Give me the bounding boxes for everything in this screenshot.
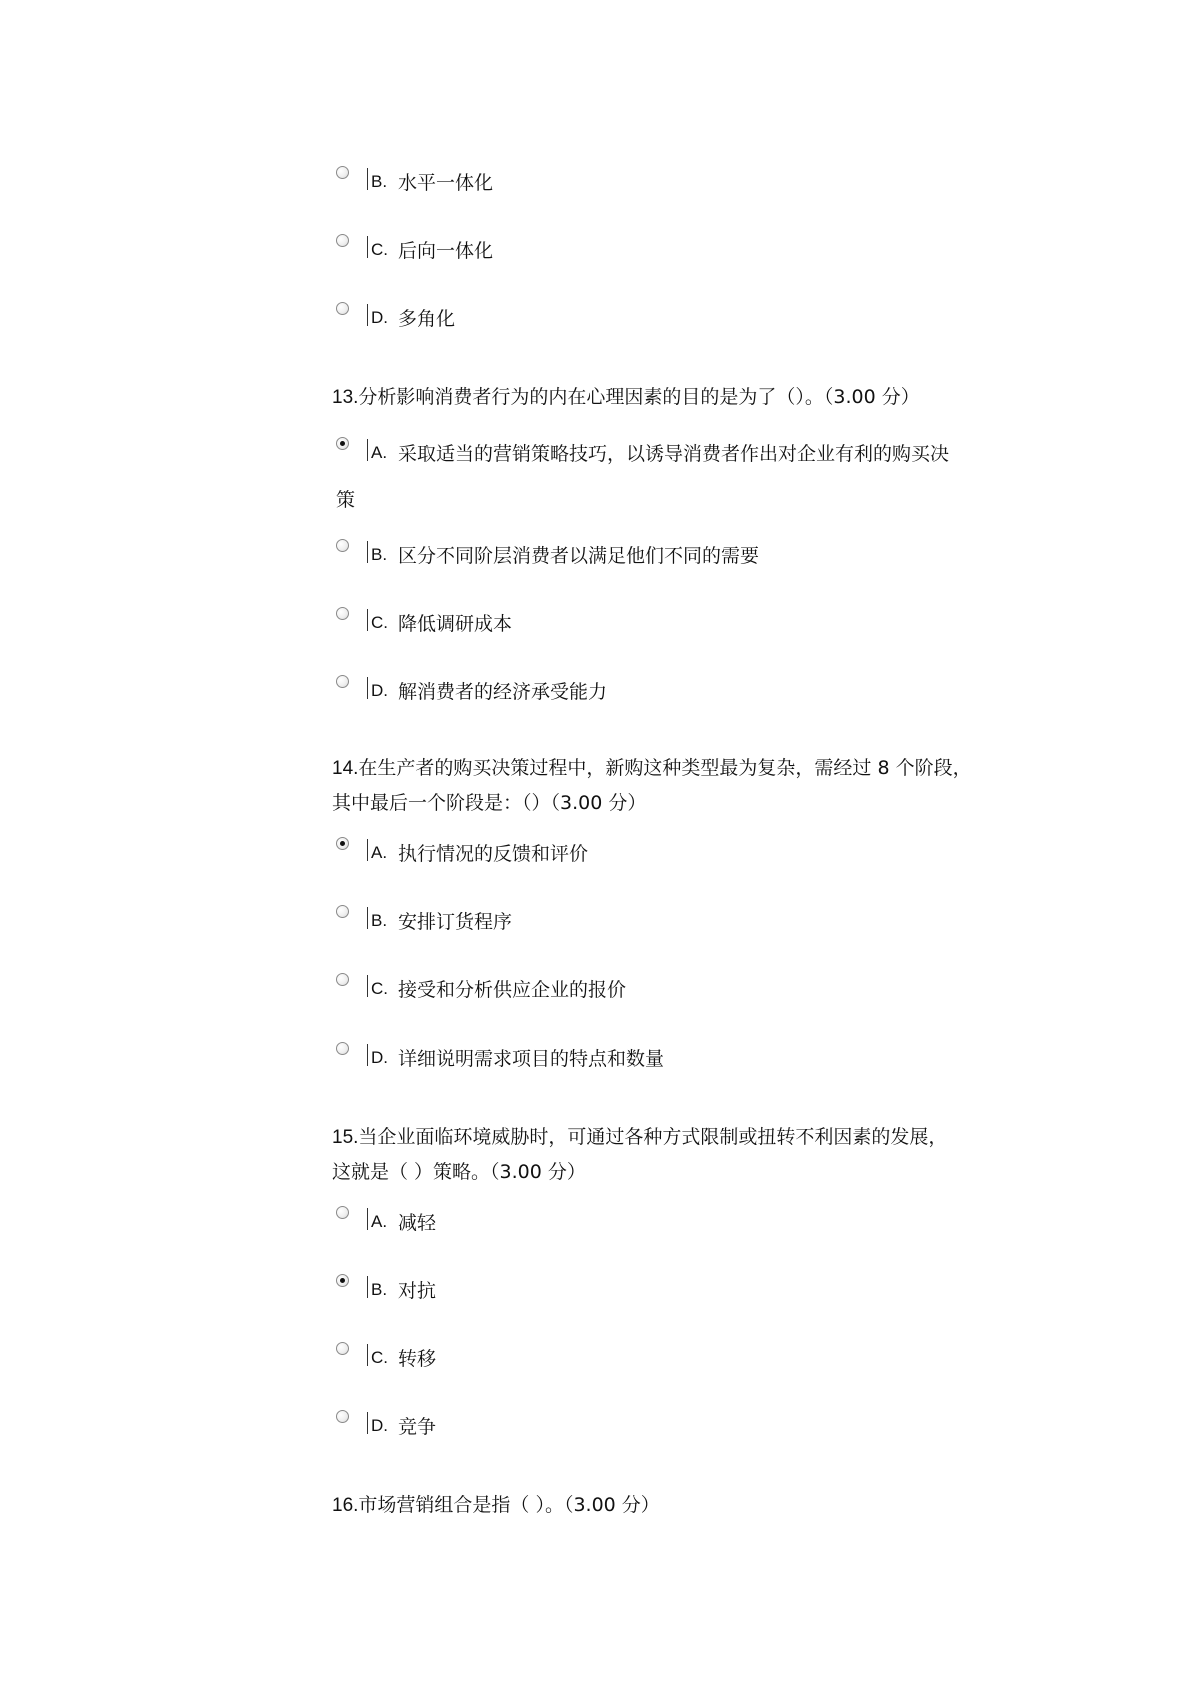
divider — [367, 1344, 368, 1366]
divider — [367, 439, 368, 461]
option-letter: A. — [371, 1212, 388, 1231]
radio-button[interactable] — [336, 166, 349, 179]
option-letter: B. — [371, 545, 388, 564]
radio-button[interactable] — [336, 302, 349, 315]
option-letter: C. — [371, 1348, 388, 1367]
divider — [367, 236, 368, 258]
option-text: 水平一体化 — [398, 172, 494, 194]
option-letter: C. — [371, 613, 388, 632]
divider — [367, 975, 368, 997]
question-text: 在生产者的购买决策过程中，新购这种类型最为复杂，需经过 8 个阶段， — [358, 757, 972, 779]
divider — [367, 1208, 368, 1230]
radio-button[interactable] — [336, 1206, 349, 1219]
divider — [367, 541, 368, 563]
option-text: 采取适当的营销策略技巧，以诱导消费者作出对企业有利的购买决 — [398, 443, 950, 465]
question-text: 当企业面临环境威胁时，可通过各种方式限制或扭转不利因素的发展， — [358, 1126, 948, 1148]
radio-button-selected[interactable] — [336, 1274, 349, 1287]
option-letter: C. — [371, 240, 388, 259]
option-text: 多角化 — [398, 308, 456, 330]
radio-button[interactable] — [336, 539, 349, 552]
option-text: 安排订货程序 — [398, 911, 513, 933]
radio-button[interactable] — [336, 675, 349, 688]
option-letter: B. — [371, 911, 388, 930]
divider — [367, 1044, 368, 1066]
radio-button[interactable] — [336, 1410, 349, 1423]
q16-title — [332, 1488, 660, 1523]
radio-button-selected[interactable] — [336, 837, 349, 850]
option-letter: D. — [371, 1416, 388, 1435]
option-text: 区分不同阶层消费者以满足他们不同的需要 — [398, 545, 760, 567]
option-text: 减轻 — [398, 1212, 437, 1234]
option-letter: A. — [371, 843, 388, 862]
divider — [367, 1276, 368, 1298]
option-text-wrap: 策 — [336, 489, 356, 511]
option-text: 竞争 — [398, 1416, 437, 1438]
question-text: 市场营销组合是指（ ）。（3.00 分） — [358, 1494, 660, 1516]
option-text: 执行情况的反馈和评价 — [398, 843, 589, 865]
q15-title — [332, 1120, 947, 1189]
question-text-line2: 这就是（ ）策略。（3.00 分） — [332, 1161, 586, 1183]
question-number: 14. — [332, 758, 359, 779]
option-text: 解消费者的经济承受能力 — [398, 681, 608, 703]
divider — [367, 304, 368, 326]
question-number: 15. — [332, 1127, 359, 1148]
question-text: 分析影响消费者行为的内在心理因素的目的是为了（）。（3.00 分） — [358, 386, 920, 408]
radio-button[interactable] — [336, 1342, 349, 1355]
question-text-line2: 其中最后一个阶段是：（）（3.00 分） — [332, 792, 647, 814]
option-text: 详细说明需求项目的特点和数量 — [398, 1048, 665, 1070]
radio-button[interactable] — [336, 234, 349, 247]
option-letter: D. — [371, 681, 388, 700]
option-text: 转移 — [398, 1348, 437, 1370]
option-letter: D. — [371, 1048, 388, 1067]
q13-title — [332, 380, 920, 415]
radio-button[interactable] — [336, 905, 349, 918]
radio-button-selected[interactable] — [336, 437, 349, 450]
divider — [367, 168, 368, 190]
divider — [367, 839, 368, 861]
option-letter: B. — [371, 172, 388, 191]
divider — [367, 677, 368, 699]
option-letter: A. — [371, 443, 388, 462]
option-text: 接受和分析供应企业的报价 — [398, 979, 627, 1001]
option-letter: D. — [371, 308, 388, 327]
option-text: 对抗 — [398, 1280, 437, 1302]
q14-title — [332, 751, 972, 820]
radio-button[interactable] — [336, 1042, 349, 1055]
divider — [367, 609, 368, 631]
option-text: 降低调研成本 — [398, 613, 513, 635]
question-number: 13. — [332, 387, 359, 408]
option-letter: B. — [371, 1280, 388, 1299]
radio-button[interactable] — [336, 607, 349, 620]
divider — [367, 907, 368, 929]
question-number: 16. — [332, 1495, 359, 1516]
radio-button[interactable] — [336, 973, 349, 986]
option-text: 后向一体化 — [398, 240, 494, 262]
divider — [367, 1412, 368, 1434]
option-letter: C. — [371, 979, 388, 998]
